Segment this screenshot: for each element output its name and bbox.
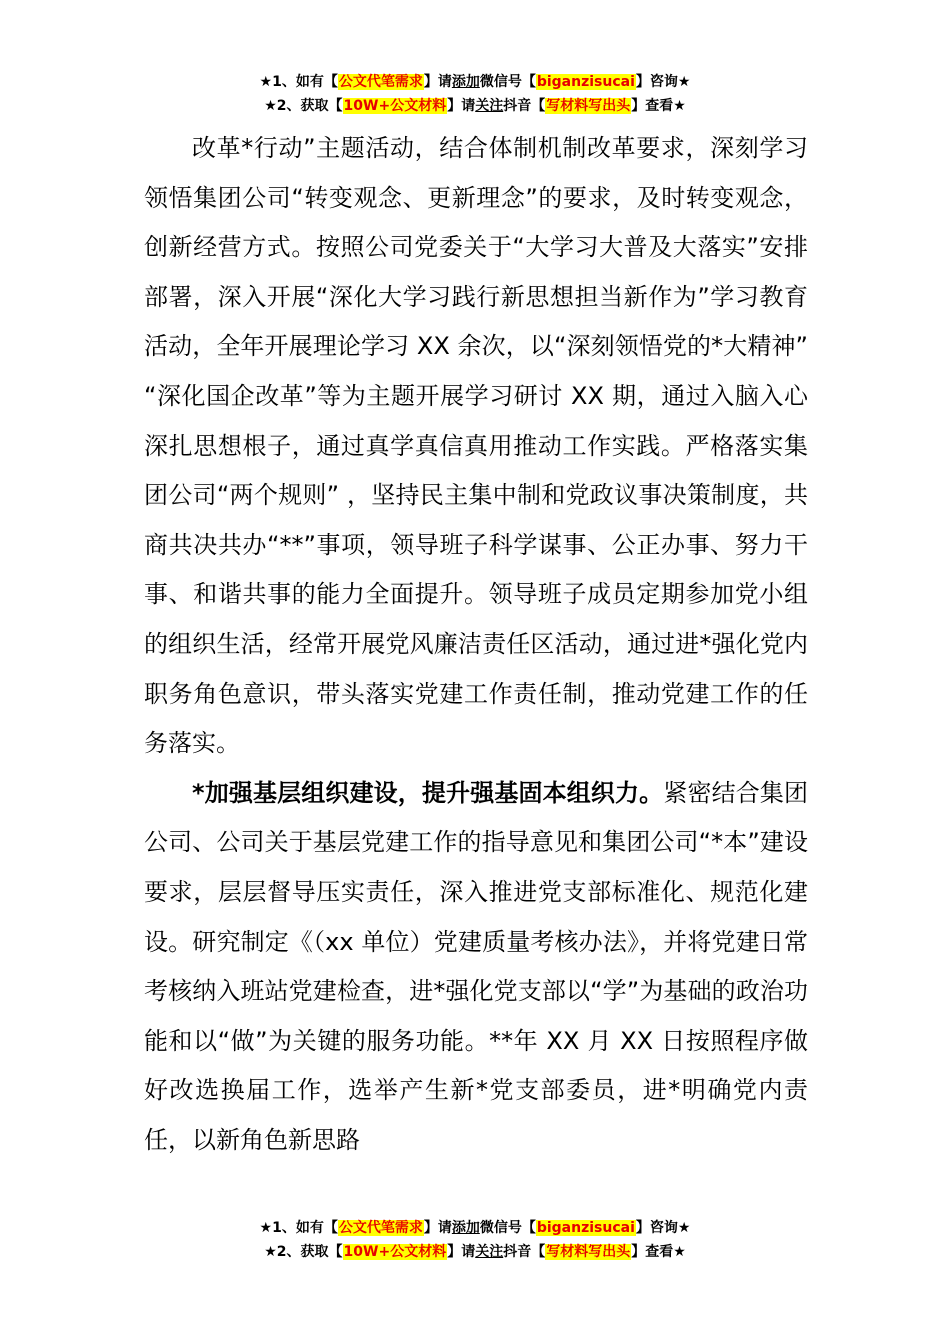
paragraph-1: 改革*行动”主题活动，结合体制机制改革要求，深刻学习领悟集团公司“转变观念、更新理念”的要求，及时转变观念，创新经营方式。按照公司党委关于“大学习大普及大落实”安排部署，深入开展“深化大学习践行新思想担当新作为”学习教育活动，全年开展理论学习 XX 余次，以“深刻领悟党的*大精神” “深化国企改革”等为主题开展学习研讨 XX 期，通过入脑入心深扎思想根子，通过真学真信真用推动工作实践。严格落实集团公司“两个规则” ，坚持民主集中制和党政议事决策制度，共商共决共办“**”事项，领导班子科学谋事、公正办事、努力干事、和谐共事的能力全面提升。领导班子成员定期参加党小组的组织生活，经常开展党风廉洁责任区活动，通过进*强化党内职务角色意识，带头落实党建工作责任制，推动党建工作的任务落实。	[144, 134, 808, 758]
banner-text: 抖音【	[503, 1244, 546, 1260]
underlined-text: 添加	[451, 1220, 480, 1236]
banner-text: 微信号【	[479, 1220, 536, 1236]
banner-text: 】请	[423, 74, 452, 90]
star-icon: ★	[259, 1220, 273, 1236]
star-icon: ★	[264, 98, 277, 114]
banner-line-2	[0, 1240, 950, 1264]
banner-line-1	[0, 1216, 950, 1240]
highlight-text: 写材料写出头	[546, 98, 631, 114]
underlined-text: 添加	[451, 74, 480, 90]
highlight-text: 公文代笔需求	[338, 1220, 423, 1236]
footer-banner	[0, 1216, 950, 1264]
highlight-text: 写材料写出头	[546, 1244, 631, 1260]
highlight-text: 10W+公文材料	[343, 1244, 447, 1260]
paragraph-2-text: 紧密结合集团公司、公司关于基层党建工作的指导意见和集团公司“*本”建设要求，层层督导压实责任，深入推进党支部标准化、规范化建设。研究制定《（xx 单位）党建质量考核办法》，并将党建日常考核纳入班站党建检查，进*强化党支部以“学”为基础的政治功能和以“做”为关键的服务功能。**年 XX 月 XX 日按照程序做好改选换届工作，选举产生新*党支部委员，进*明确党内责任，以新角色新思路	[144, 778, 808, 1154]
banner-text: 】咨询★	[635, 74, 691, 90]
banner-text: 】查看★	[631, 1244, 686, 1260]
star-icon: ★	[264, 1244, 277, 1260]
section-heading: *加强基层组织建设，提升强基固本组织力。	[192, 778, 664, 807]
banner-text: 微信号【	[479, 74, 536, 90]
banner-line-2	[0, 94, 950, 118]
banner-text: 】咨询★	[635, 1220, 691, 1236]
highlight-text: 10W+公文材料	[343, 98, 447, 114]
highlight-text: 公文代笔需求	[338, 74, 423, 90]
highlight-text: biganzisucai	[536, 1220, 635, 1236]
banner-text: 1、如有【	[272, 74, 338, 90]
banner-text: 2、获取【	[276, 1244, 343, 1260]
banner-text: 2、获取【	[276, 98, 343, 114]
banner-text: 】请	[447, 98, 476, 114]
highlight-text: biganzisucai	[536, 74, 635, 90]
banner-text: 抖音【	[503, 98, 546, 114]
header-banner	[0, 70, 950, 118]
banner-text: 】查看★	[631, 98, 686, 114]
document-body	[144, 124, 808, 1165]
paragraph-2	[144, 769, 808, 1166]
underlined-text: 关注	[475, 1244, 504, 1260]
underlined-text: 关注	[475, 98, 504, 114]
banner-text: 】请	[423, 1220, 452, 1236]
banner-text: 1、如有【	[272, 1220, 338, 1236]
banner-line-1	[0, 70, 950, 94]
star-icon: ★	[259, 74, 273, 90]
banner-text: 】请	[447, 1244, 476, 1260]
